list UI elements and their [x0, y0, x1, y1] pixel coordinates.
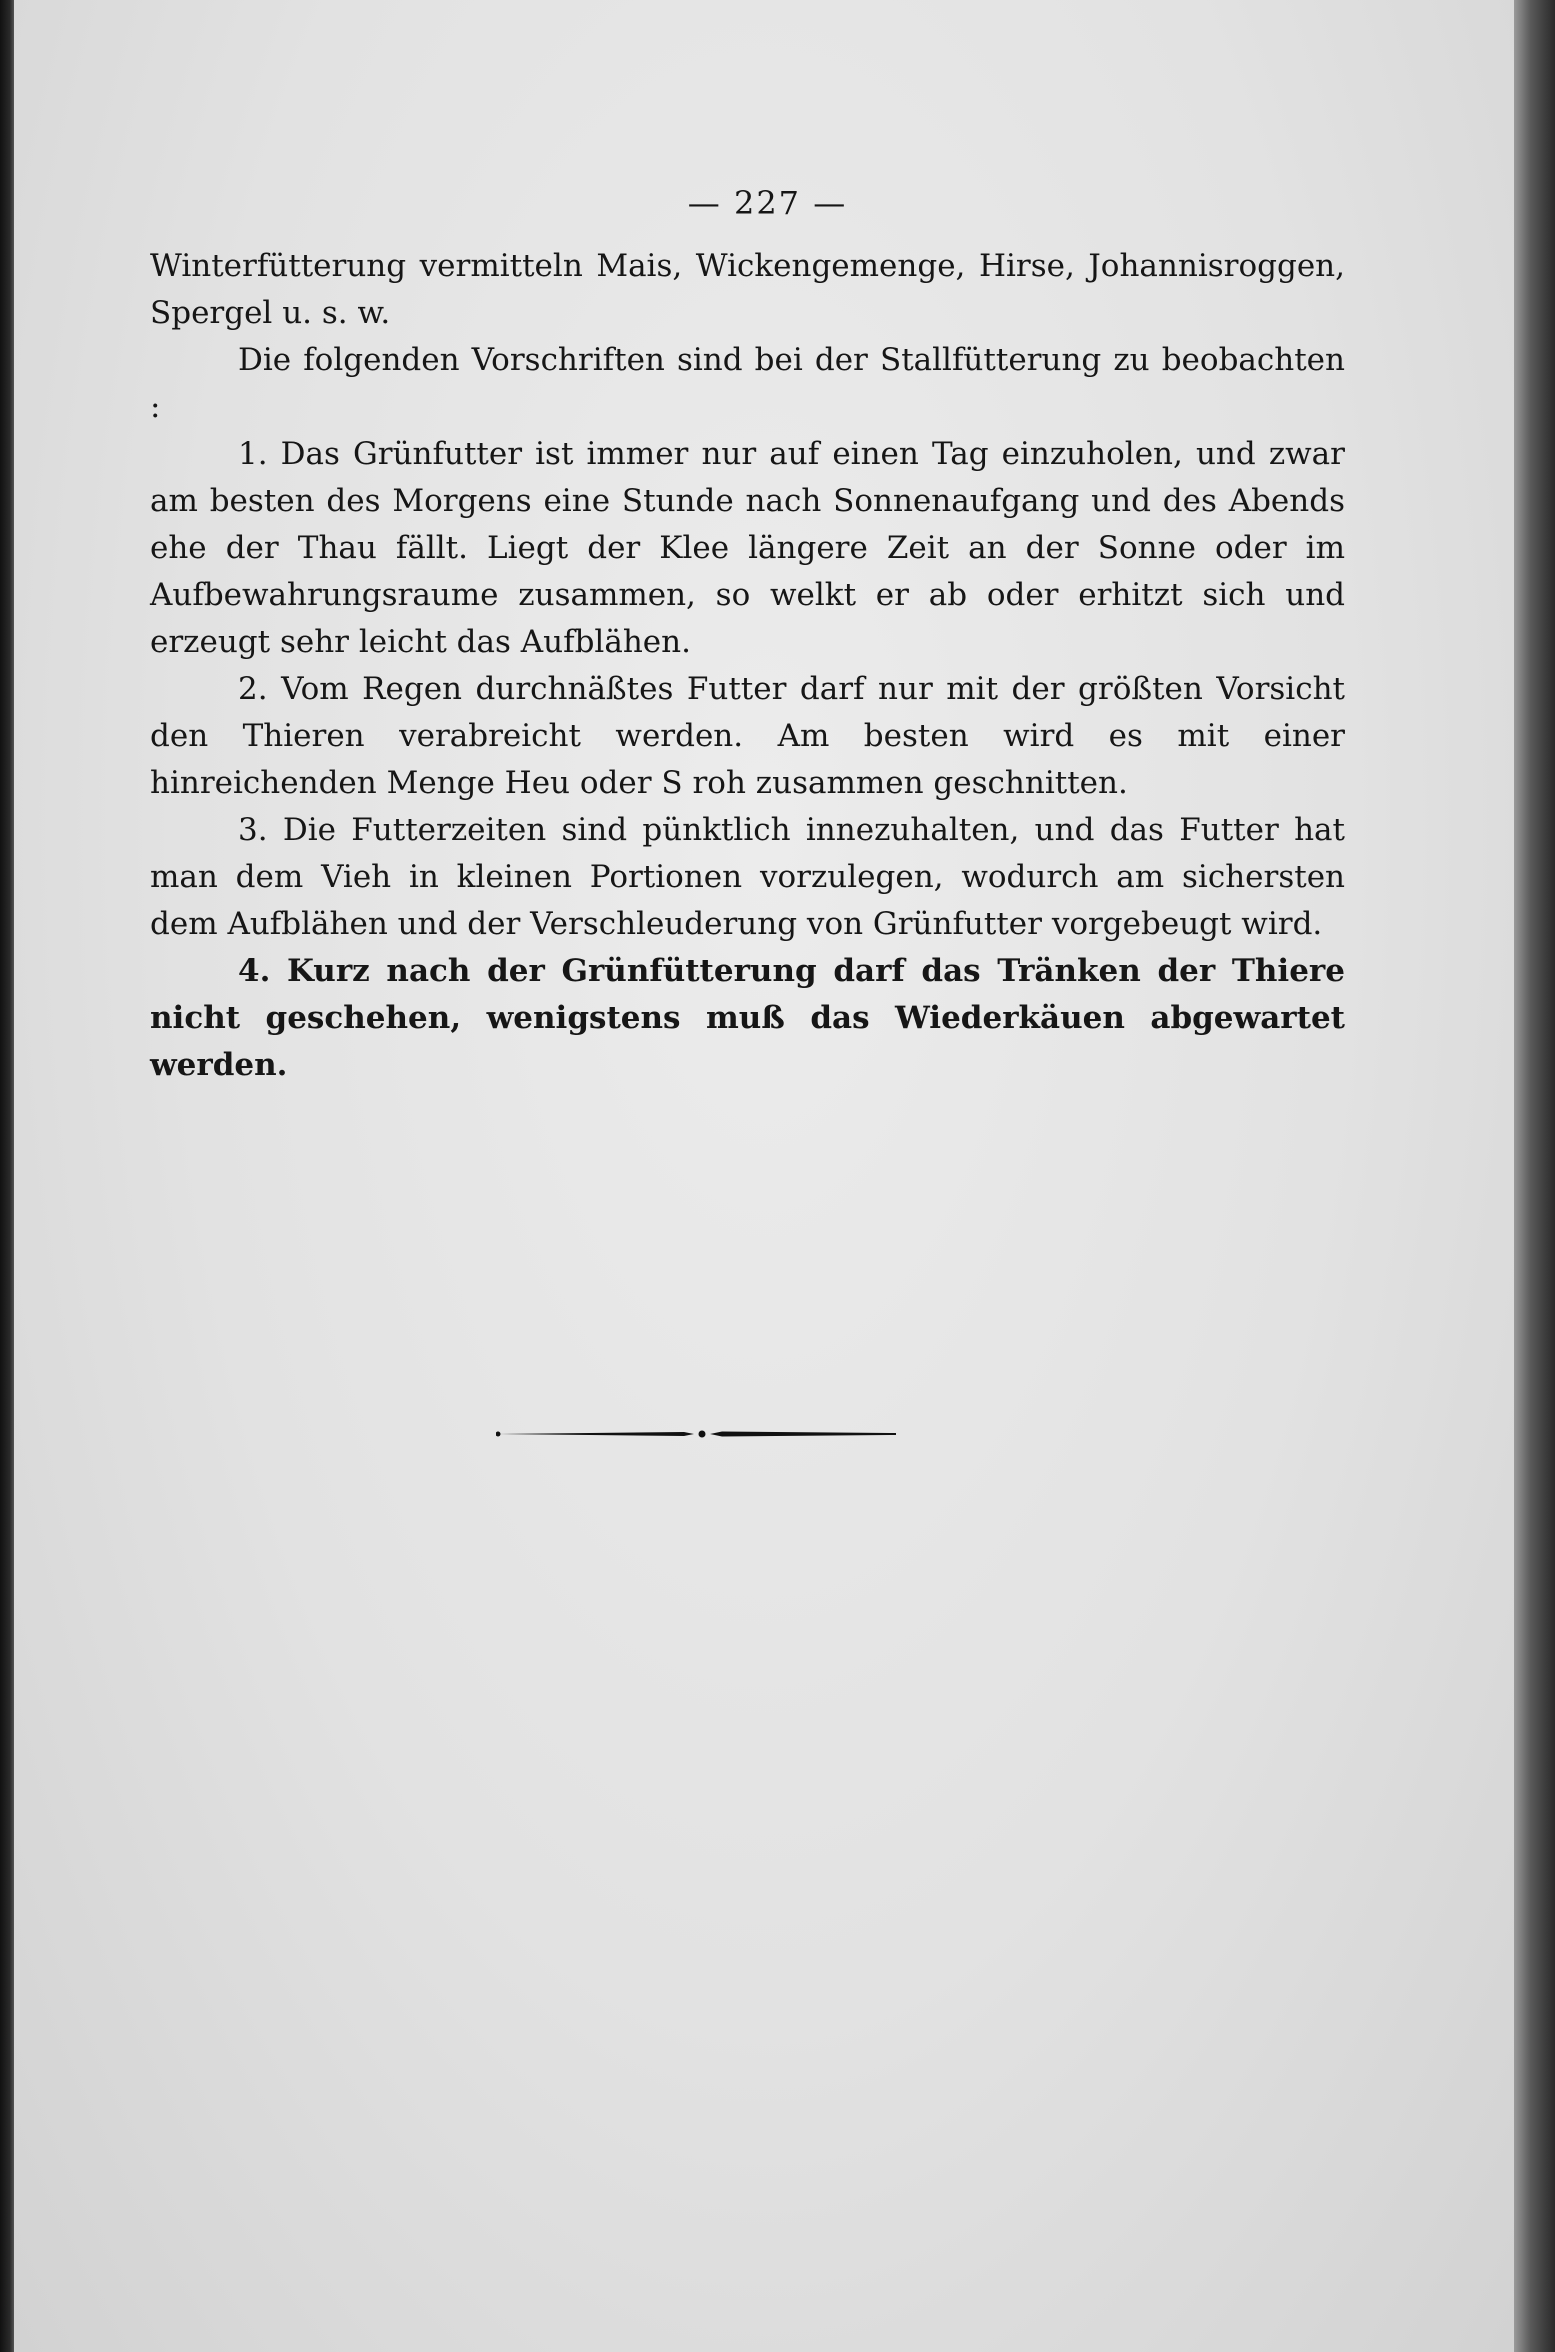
page-number: — 227 — — [687, 184, 848, 222]
scan-right-border — [1514, 0, 1555, 2352]
rule-item-1: 1. Das Grünfutter ist immer nur auf einen Tag einzuholen, und zwar am besten des Morgens eine Stunde nach Sonnenaufgang und des Abends ehe der Thau fällt. Liegt der Klee längere Zeit an der Sonne oder im Aufbewahrungsraume zusammen, so welkt er ab oder erhitzt sich und erzeugt sehr leicht das Aufblähen. — [150, 436, 1345, 660]
ornament-divider-icon — [496, 1424, 900, 1444]
rule-item-2: 2. Vom Regen durchnäßtes Futter darf nur mit der größten Vorsicht den Thieren verabreicht werden. Am besten wird es mit einer hinreichenden Menge Heu oder S roh zusammen geschnitten. — [150, 671, 1345, 801]
rule-item-3: 3. Die Futterzeiten sind pünktlich innezuhalten, und das Futter hat man dem Vieh in kleinen Portionen vorzulegen, wodurch am sichersten dem Aufblähen und der Verschleuderung von Grünfutter vorgebeugt wird. — [150, 812, 1345, 942]
paragraph-continuation: Winterfütterung vermitteln Mais, Wickengemenge, Hirse, Johannisroggen, Spergel u. s. w. — [150, 248, 1345, 331]
scan-left-border — [0, 0, 14, 2352]
body-text — [150, 180, 1345, 1089]
rule-item-4: 4. Kurz nach der Grünfütterung darf das Tränken der Thiere nicht geschehen, wenigstens muß das Wiederkäuen abgewartet werden. — [150, 953, 1345, 1083]
paragraph-intro: Die folgenden Vorschriften sind bei der Stallfütterung zu beobachten : — [150, 342, 1345, 425]
